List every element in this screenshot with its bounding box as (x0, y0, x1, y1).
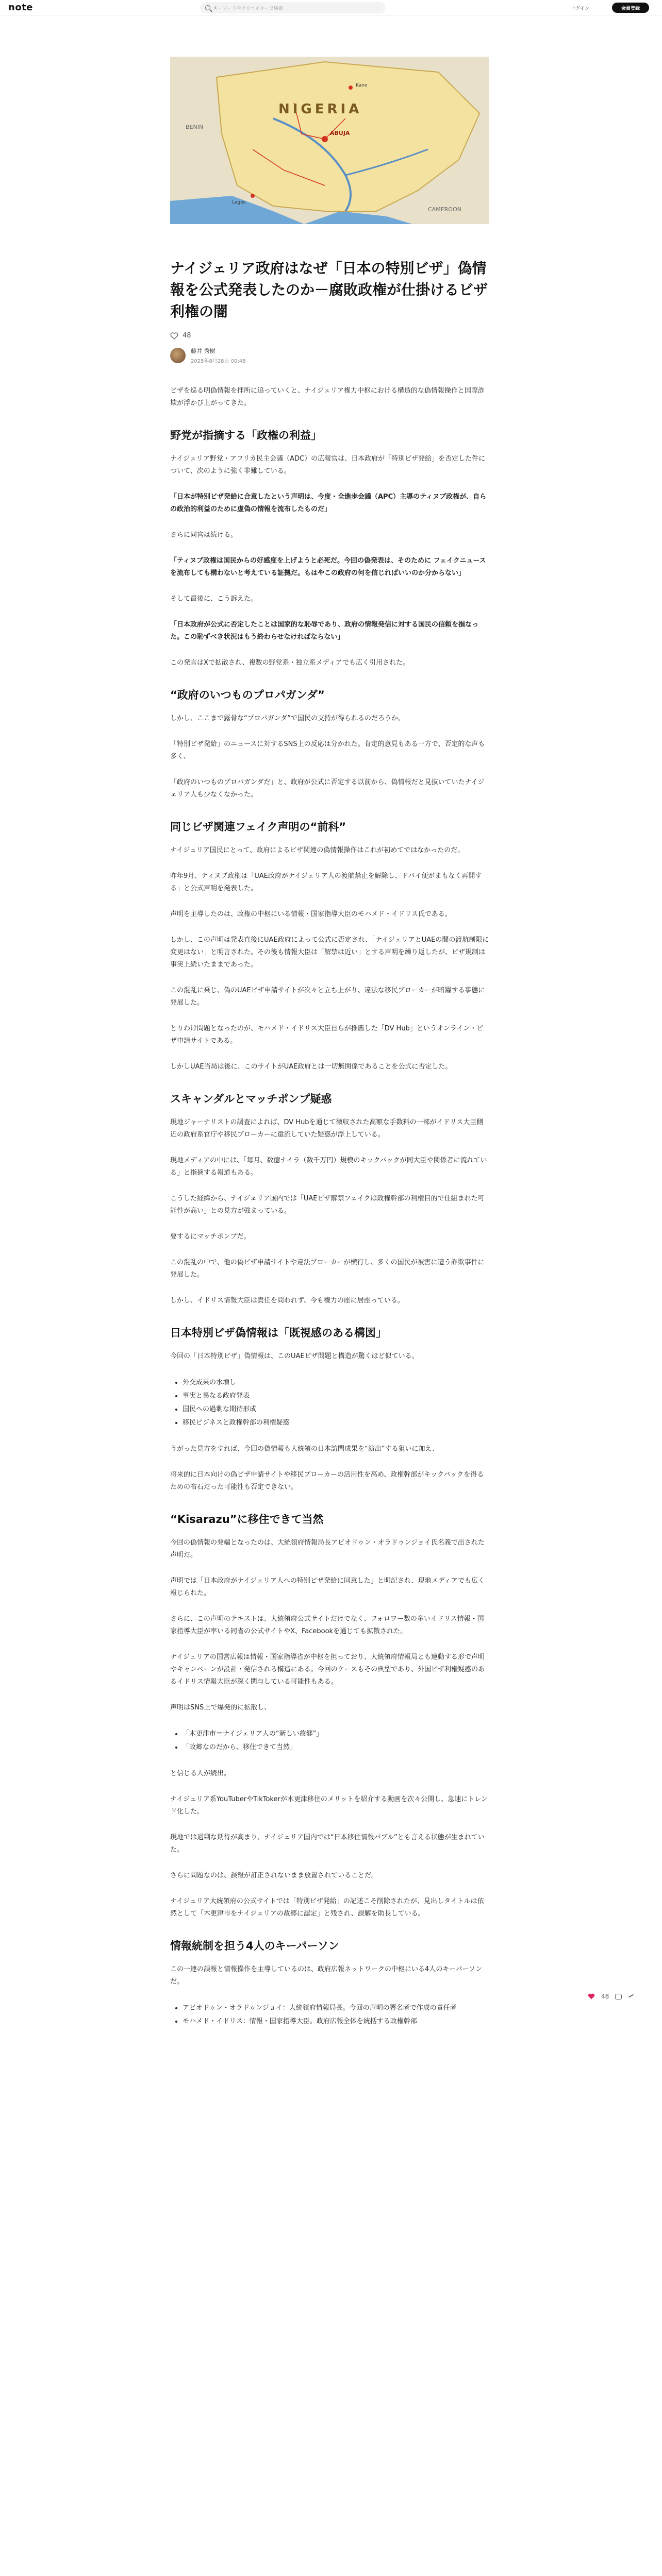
paragraph: 「政府のいつものプロパガンダだ」と、政府が公式に否定する以前から、偽情報だと見抜いていたナイジェリア人も少なくなかった。 (170, 778, 485, 799)
paragraph: しかし、イドリス情報大臣は責任を問われず、今も権力の座に居座っている。 (170, 1297, 404, 1304)
list-item: • 「木更津市＝ナイジェリア人の“新しい故郷”」 (183, 1727, 490, 1741)
paragraph: 声明では「日本政府がナイジェリア人への特別ビザ発給に同意した」と明記され、現地メディアでも広く報じられた。 (170, 1577, 485, 1597)
article (170, 258, 490, 2042)
paragraph: ナイジェリア系YouTuberやTikTokerが木更津移住のメリットを紹介する動画を次々公開し、急速にトレンド化した。 (170, 1795, 488, 1816)
paragraph: 声明を主導したのは、政権の中枢にいる情報・国家指導大臣のモハメド・イドリス氏である。 (170, 910, 452, 918)
paragraph: そして最後に、こう訴えた。 (170, 595, 258, 603)
paragraph: さらに問題なのは、誤報が訂正されないまま放置されていることだ。 (170, 1872, 378, 1879)
paragraph: この混乱の中で、他の偽ビザ申請サイトや違法ブローカーが横行し、多くの国民が被害に遭う詐欺事件に発展した。 (170, 1259, 485, 1279)
paragraph: しかし、この声明は発表直後にUAE政府によって公式に否定され、「ナイジェリアとUAEの間の渡航制限に変更はない」と明言された。その後も情報大臣は「解禁は近い」とする声明を繰り返したが、ビザ規制は事実上続いたままであった。 (170, 936, 489, 969)
search-bar[interactable] (200, 2, 386, 13)
paragraph: 現地メディアの中には、「毎月、数億ナイラ（数千万円）規模のキックバックが同大臣や関係者に流れている」と指摘する報道もある。 (170, 1157, 487, 1177)
nigeria-map (170, 57, 489, 224)
bullet-list (183, 1376, 490, 1430)
paragraph: 「特別ビザ発給」のニュースに対するSNS上の反応は分かれた。肯定的意見もある一方で、否定的な声も多く、 (170, 740, 485, 760)
share-icon[interactable] (628, 1993, 634, 1999)
paragraph: この混乱に乗じ、偽のUAEビザ申請サイトが次々と立ち上がり、違法な移民ブローカーが暗躍する事態に発展した。 (170, 987, 485, 1007)
list-item: • 「故郷なのだから、移住できて当然」 (183, 1741, 490, 1754)
list-item: • 移民ビジネスと政権幹部の利権疑惑 (183, 1416, 490, 1430)
paragraph: 昨年9月、ティヌブ政権は「UAE政府がナイジェリア人の渡航禁止を解除し、ドバイ便がまもなく再開する」と公式声明を発表した。 (170, 872, 482, 892)
paragraph: 今回の「日本特別ビザ」偽情報は、このUAEビザ問題と構造が驚くほど似ている。 (170, 1352, 419, 1360)
map-neighbor-label: BENIN (186, 124, 204, 130)
paragraph: しかし、ここまで露骨な“プロパガンダ”で国民の支持が得られるのだろうか。 (170, 715, 405, 722)
section-heading: 情報統制を担う4人のキーパーソン (170, 1940, 339, 1952)
paragraph: ビザを巡る明偽情報を拝所に追っていくと、ナイジェリア権力中枢における構造的な偽情報操作と国際詐欺が浮かび上がってきた。 (170, 387, 485, 407)
paragraph: 「日本政府が公式に否定したことは国家的な恥辱であり、政府の情報発信に対する国民の信頼を損なった。この恥ずべき状況はもう終わらせなければならない」 (170, 621, 479, 641)
like-count-value: 48 (183, 332, 191, 340)
paragraph: 要するにマッチポンプだ。 (170, 1233, 251, 1241)
section-heading: “Kisarazu”に移住できて当然 (170, 1513, 324, 1526)
paragraph: 「ティヌブ政権は国民からの好感度を上げようと必死だ。今回の偽発表は、そのために フェイクニュースを流布しても構わないと考えている証拠だ。もはやこの政府の何を信じればいいのか分からない」 (170, 557, 486, 577)
section-heading: スキャンダルとマッチポンプ疑惑 (170, 1093, 332, 1105)
search-icon (205, 5, 210, 10)
paragraph: ナイジェリアの国営広報は情報・国家指導省が中枢を担っており、大統領府情報局とも連動する形で声明やキャンペーンが設計・発信される構造にある。今回のケースもその典型であり、外国ビザ利権疑惑のあるイドリス情報大臣が深く関与している可能性もある。 (170, 1653, 485, 1686)
paragraph: 現地ジャーナリストの調査によれば、DV Hubを通じて徴収された高額な手数料の一部がイドリス大臣側近の政府系官庁や移民ブローカーに還流していた疑惑が浮上している。 (170, 1118, 484, 1139)
like-count[interactable] (170, 332, 490, 340)
paragraph: さらに、この声明のテキストは、大統領府公式サイトだけでなく、フォロワー数の多いイドリス情報・国家指導大臣が率いる同省の公式サイトやX、Facebookを通じても拡散された。 (170, 1615, 484, 1635)
map-neighbor2-label: CAMEROON (428, 206, 461, 213)
floating-actions (588, 1993, 634, 2000)
paragraph: この一連の誤報と情報操作を主導しているのは、政府広報ネットワークの中枢にいる4人のキーパーソンだ。 (170, 1965, 483, 1986)
paragraph: 現地では過剰な期待が高まり、ナイジェリア国内では“日本移住情報バブル”とも言える状態が生まれていた。 (170, 1834, 485, 1854)
paragraph: 「日本が特別ビザ発給に合意したという声明は、今度・全進歩会議（APC）主導のティヌブ政権が、自らの政治的利益のために虚偽の情報を流布したものだ」 (170, 493, 487, 513)
paragraph: 今回の偽情報の発端となったのは、大統領府情報局長アビオドゥン・オラドゥンジョイ氏名義で出された声明だ。 (170, 1539, 485, 1559)
paragraph: 将来的に日本向けの偽ビザ申請サイトや移民ブローカーの活用性を高め、政権幹部がキックバックを得るための布石だった可能性も否定できない。 (170, 1471, 484, 1491)
search-placeholder: キーワードやクリエイターで検索 (213, 6, 283, 11)
paragraph: うがった見方をすれば、今回の偽情報も大統領の日本訪問成果を“演出”する狙いに加え、 (170, 1445, 439, 1453)
note-logo[interactable]: note (8, 2, 33, 13)
heart-icon[interactable] (170, 332, 178, 340)
list-item: • 国民への過剰な期待形成 (183, 1403, 490, 1416)
paragraph: ナイジェリア国民にとって、政府によるビザ関連の偽情報操作はこれが初めてではなかったのだ。 (170, 846, 465, 854)
section-heading: 日本特別ビザ偽情報は「既視感のある構図」 (170, 1327, 387, 1339)
map-city-label: Kano (356, 83, 368, 88)
float-like-count: 48 (601, 1993, 609, 2000)
article-body (170, 385, 490, 2028)
paragraph: しかしUAE当局は後に、このサイトがUAE政府とは一切無関係であることを公式に否定した。 (170, 1063, 452, 1071)
paragraph: ナイジェリア大統領府の公式サイトでは「特別ビザ発給」の記述こそ削除されたが、見出しタイトルは依然として「木更津市をナイジェリアの故郷に認定」と残され、誤解を助長している。 (170, 1897, 484, 1918)
float-heart-icon[interactable] (588, 1993, 595, 1999)
paragraph: 声明はSNS上で爆発的に拡散し、 (170, 1704, 271, 1711)
comment-icon[interactable] (615, 1994, 622, 1999)
publish-date: 2025年8月28日 00:48 (191, 359, 246, 364)
map-capital-label: ABUJA (330, 130, 350, 137)
paragraph: さらに同官は続ける。 (170, 531, 238, 539)
register-button[interactable]: 会員登録 (612, 3, 649, 13)
list-item: • アビオドゥン・オラドゥンジョイ：大統領府情報局長。今回の声明の署名者で作成の責任者 (183, 2002, 490, 2015)
article-title: ナイジェリア政府はなぜ「日本の特別ビザ」偽情報を公式発表したのか－腐敗政権が仕掛けるビザ利権の闇 (170, 260, 488, 320)
bullet-list (183, 1727, 490, 1754)
lagos-marker (251, 194, 255, 198)
list-item: • モハメド・イドリス：情報・国家指導大臣。政府広報全体を統括する政権幹部 (183, 2015, 490, 2028)
paragraph: とりわけ問題となったのが、モハメド・イドリス大臣自らが推薦した「DV Hub」というオンライン・ビザ申請サイトである。 (170, 1025, 484, 1045)
hero-map-image (170, 57, 489, 224)
section-heading: “政府のいつものプロパガンダ” (170, 689, 325, 701)
bullet-list (183, 2002, 490, 2028)
section-heading: 同じビザ関連フェイク声明の“前科” (170, 821, 346, 833)
list-item: • 事実と異なる政府発表 (183, 1389, 490, 1403)
avatar[interactable] (170, 348, 186, 363)
author-block[interactable] (170, 347, 490, 364)
abuja-marker (322, 136, 328, 142)
paragraph: この発言はXで拡散され、複数の野党系・独立系メディアでも広く引用された。 (170, 659, 410, 667)
paragraph: と信じる人が続出。 (170, 1770, 231, 1777)
map-city-label: Lagos (232, 200, 246, 205)
paragraph: ナイジェリア野党・アフリカ民主会議（ADC）の広報官は、日本政府が「特別ビザ発給」を否定した件について、次のように強く非難している。 (170, 455, 486, 475)
top-header (0, 0, 662, 15)
login-button[interactable]: ログイン (571, 6, 589, 11)
list-item: • 外交成果の水増し (183, 1376, 490, 1389)
kano-marker (349, 86, 353, 90)
author-name[interactable]: 藤井 秀樹 (191, 348, 216, 354)
paragraph: こうした経緯から、ナイジェリア国内では「UAEビザ解禁フェイクは政権幹部の利権目的で仕組まれた可能性が高い」との見方が強まっている。 (170, 1195, 485, 1215)
map-country-label: NIGERIA (278, 101, 362, 117)
section-heading: 野党が指摘する「政権の利益」 (170, 429, 322, 442)
